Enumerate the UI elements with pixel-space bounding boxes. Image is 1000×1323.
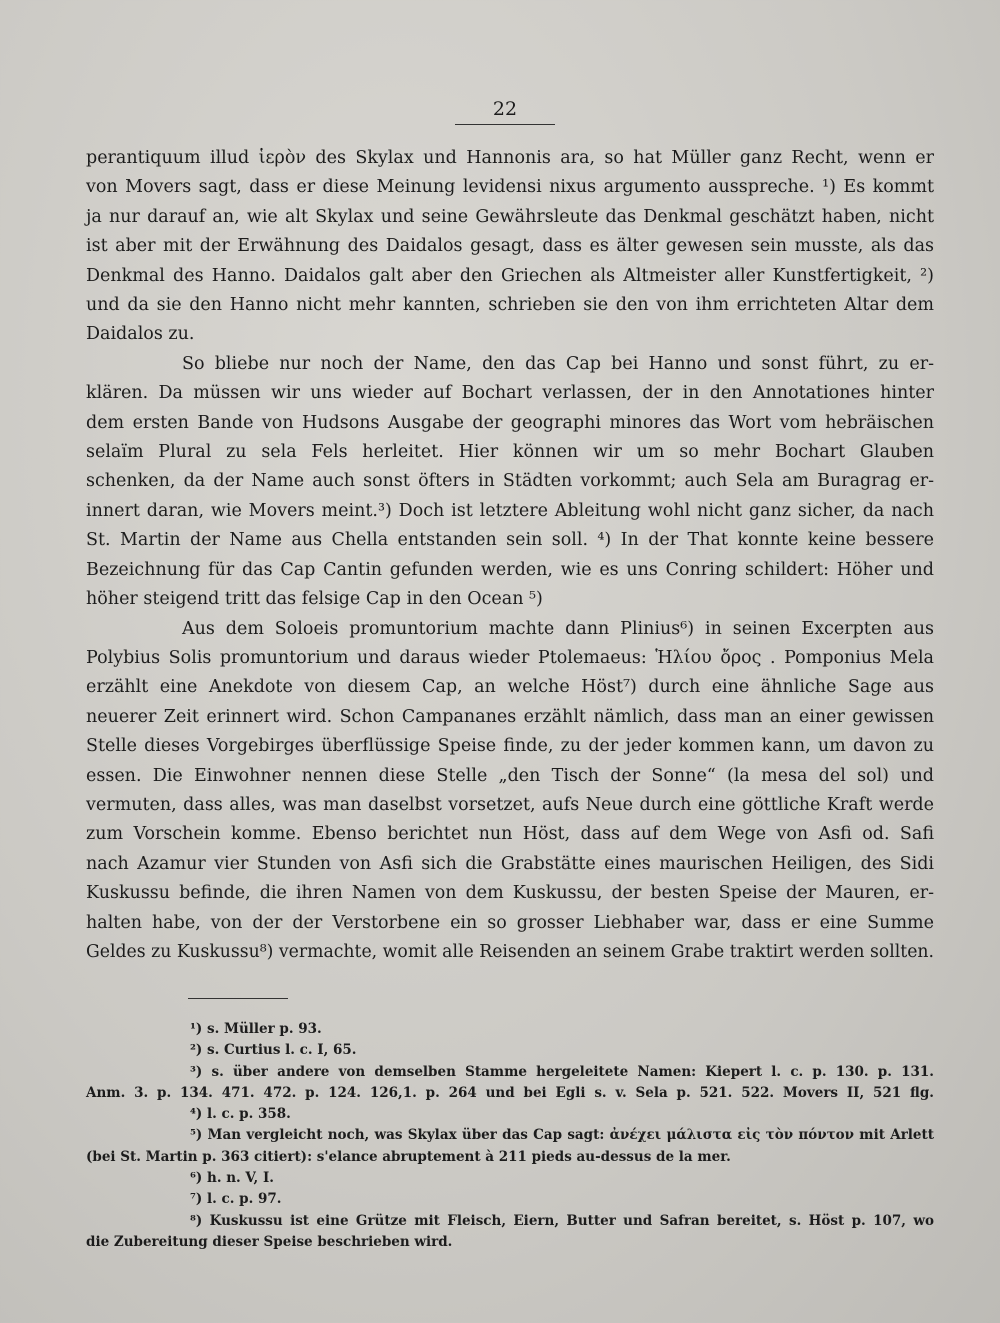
text-line: perantiquum illud ἱερὸν des Skylax und Hannonis ara, so hat Müller ganz Recht, wenn er (86, 148, 934, 168)
text-line: vermuten, dass alles, was man daselbst vorsetzet, aufs Neue durch eine göttliche Kraft werde (86, 794, 934, 815)
footnotes (86, 1019, 934, 1253)
text-line: Geldes zu Kuskussu⁸) vermachte, womit alle Reisenden an seinem Grabe traktirt werden sollten. (86, 941, 934, 962)
footnote-1: ¹) s. Müller p. 93. (190, 1021, 322, 1037)
body-text (86, 144, 934, 967)
text-line: Daidalos zu. (86, 324, 195, 345)
text-line: halten habe, von der der Verstorbene ein so grosser Liebhaber war, dass er eine Summe (86, 912, 934, 933)
text-line: schenken, da der Name auch sonst öfters in Städten vorkommt; auch Sela am Buragrag er- (86, 471, 934, 492)
text-line: Bezeichnung für das Cap Cantin gefunden werden, wie es uns Conring schildert: Höher und (86, 559, 934, 580)
footnote-3-continued: Anm. 3. p. 134. 471. 472. p. 124. 126,1. p. 264 und bei Egli s. v. Sela p. 521. 522. Movers II, 521 flg. (86, 1084, 934, 1101)
page-number-rule (455, 124, 555, 125)
page-number: 22 (492, 98, 518, 120)
paragraph (86, 144, 934, 350)
footnote-rule (188, 998, 288, 999)
footnote-7: ⁷) l. c. p. 97. (190, 1191, 282, 1208)
footnote-3: ³) s. über andere von demselben Stamme hergeleitete Namen: Kiepert l. c. p. 130. p. 131. (190, 1063, 934, 1080)
footnote-8: ⁸) Kuskussu ist eine Grütze mit Fleisch, Eiern, Butter und Safran bereitet, s. Höst p. 107, wo (190, 1212, 934, 1229)
text-line: höher steigend tritt das felsige Cap in den Ocean ⁵) (86, 589, 543, 610)
text-line: dem ersten Bande von Hudsons Ausgabe der geographi minores das Wort vom hebräischen (86, 412, 934, 433)
footnote-5: ⁵) Man vergleicht noch, was Skylax über das Cap sagt: ἀνέχει μάλιστα εἰς τὸν πόντον mit Arlett (190, 1127, 934, 1144)
footnote-4: ⁴) l. c. p. 358. (190, 1106, 291, 1123)
text-line: nach Azamur vier Stunden von Asfi sich die Grabstätte eines maurischen Heiligen, des Sidi (86, 853, 934, 874)
text-line: St. Martin der Name aus Chella entstanden sein soll. ⁴) In der That konnte keine bessere (86, 530, 934, 551)
text-line: innert daran, wie Movers meint.³) Doch ist letztere Ableitung wohl nicht ganz sicher, da nach (86, 500, 934, 521)
footnote-6: ⁶) h. n. V, I. (190, 1170, 274, 1187)
text-line: und da sie den Hanno nicht mehr kannten, schrieben sie den von ihm errichteten Altar dem (86, 295, 934, 316)
footnote-5-continued: (bei St. Martin p. 363 citiert): s'elance abruptement à 211 pieds au-dessus de la mer. (86, 1148, 731, 1165)
text-line: ist aber mit der Erwähnung des Daidalos gesagt, dass es älter gewesen sein musste, als das (86, 236, 934, 257)
text-line: selaïm Plural zu sela Fels herleitet. Hier können wir um so mehr Bochart Glauben (86, 442, 934, 463)
footnote-2: ²) s. Curtius l. c. I, 65. (190, 1042, 357, 1059)
text-line: erzählt eine Anekdote von diesem Cap, an welche Höst⁷) durch eine ähnliche Sage aus (86, 677, 934, 698)
text-line: klären. Da müssen wir uns wieder auf Bochart verlassen, der in den Annotationes hinter (86, 383, 934, 404)
footnote-8-continued: die Zubereitung dieser Speise beschrieben wird. (86, 1233, 453, 1250)
text-line: Aus dem Soloeis promuntorium machte dann Plinius⁶) in seinen Excerpten aus (182, 618, 934, 639)
text-line: Kuskussu befinde, die ihren Namen von dem Kuskussu, der besten Speise der Mauren, er- (86, 883, 934, 904)
text-line: Polybius Solis promuntorium und daraus wieder Ptolemaeus: Ἡλίου ὄρος . Pomponius Mela (86, 647, 934, 668)
text-line: neuerer Zeit erinnert wird. Schon Campananes erzählt nämlich, dass man an einer gewissen (86, 706, 934, 727)
paragraph (86, 350, 934, 615)
text-line: von Movers sagt, dass er diese Meinung levidensi nixus argumento ausspreche. ¹) Es kommt (86, 177, 934, 198)
text-line: zum Vorschein komme. Ebenso berichtet nun Höst, dass auf dem Wege von Asfi od. Safi (86, 824, 934, 845)
text-line: Denkmal des Hanno. Daidalos galt aber den Griechen als Altmeister aller Kunstfertigkeit, ²) (86, 265, 934, 286)
text-line: essen. Die Einwohner nennen diese Stelle „den Tisch der Sonne“ (la mesa del sol) und (86, 765, 934, 786)
text-line: So bliebe nur noch der Name, den das Cap bei Hanno und sonst führt, zu er- (182, 353, 934, 374)
text-line: ja nur darauf an, wie alt Skylax und seine Gewährsleute das Denkmal geschätzt haben, nicht (86, 206, 934, 227)
text-line: Stelle dieses Vorgebirges überflüssige Speise finde, zu der jeder kommen kann, um davon zu (86, 736, 934, 757)
paragraph (86, 615, 934, 968)
